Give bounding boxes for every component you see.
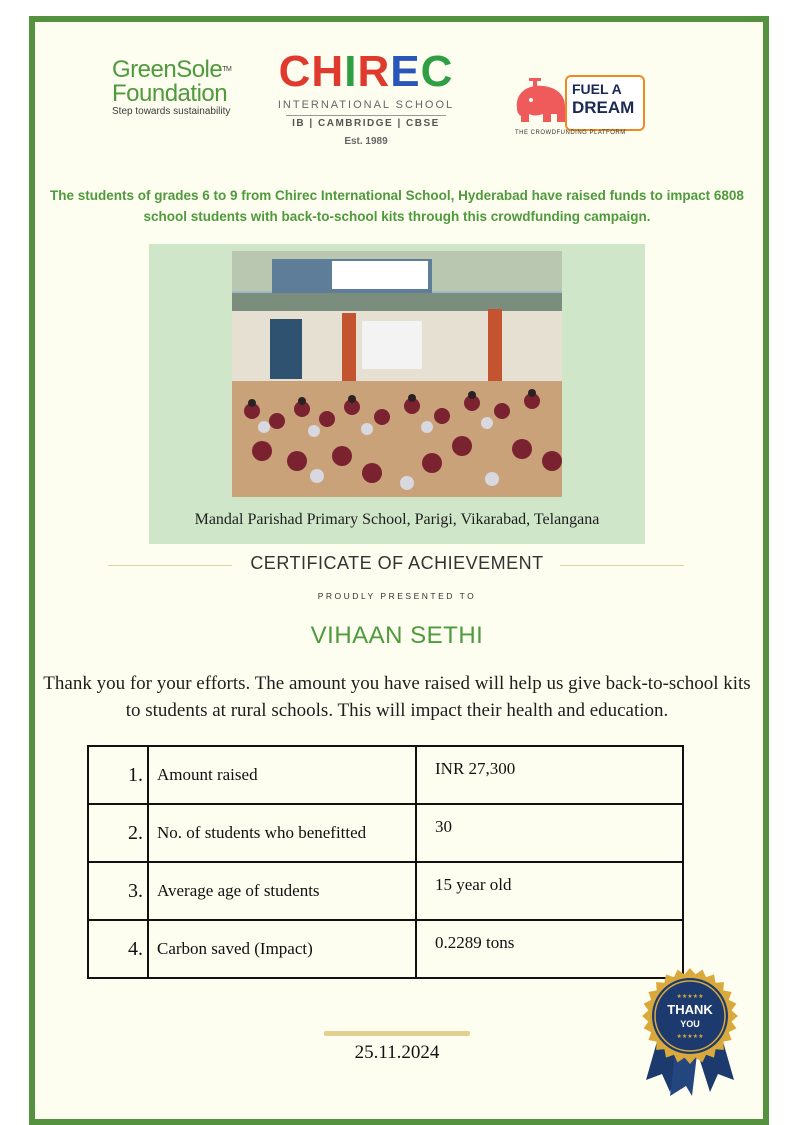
chirec-established: Est. 1989 [344,136,388,147]
badge-stars-bottom: ★★★★★ [676,1034,704,1040]
greensole-logo [112,58,231,106]
chirec-logo [271,48,461,96]
fad-line-2: DREAM [572,98,635,117]
fad-tagline: THE CROWDFUNDING PLATFORM [515,130,626,136]
row-label: Carbon saved (Impact) [148,920,416,978]
row-value: INR 27,300 [416,746,683,804]
thank-you-message: Thank you for your efforts. The amount you have raised will help us give back-to-school kits to students at rural schools. This will impact their health and education. [43,673,751,721]
badge-line-2: YOU [680,1019,700,1029]
table-row [88,746,683,804]
table-row [88,920,683,978]
certificate-title: CERTIFICATE OF ACHIEVEMENT [250,553,544,573]
fad-line-1: FUEL A [572,81,622,97]
intro-text: The students of grades 6 to 9 from Chirec International School, Hyderabad have raised funds to impact 6808 school students with back-to-school kits through this crowdfunding campaign. [50,188,744,224]
chirec-divider [286,115,446,116]
row-number: 3. [88,862,148,920]
chirec-letter: C [278,47,312,96]
chirec-letter: R [357,47,391,96]
chirec-boards: IB | CAMBRIDGE | CBSE [292,118,440,129]
greensole-tm: TM [222,66,232,73]
row-value: 15 year old [416,862,683,920]
row-value: 0.2289 tons [416,920,683,978]
chirec-letter: E [390,47,421,96]
row-label: Amount raised [148,746,416,804]
row-value: 30 [416,804,683,862]
presented-to: PROUDLY PRESENTED TO [317,591,477,601]
recipient-name: VIHAAN SETHI [310,622,484,649]
row-number: 2. [88,804,148,862]
school-photo [232,251,562,497]
certificate-date: 25.11.2024 [354,1042,440,1063]
title-rule-right [560,565,684,566]
row-number: 4. [88,920,148,978]
badge-line-1: THANK [667,1002,713,1017]
row-number: 1. [88,746,148,804]
row-label: Average age of students [148,862,416,920]
chirec-letter: I [344,47,358,96]
badge-stars-top: ★★★★★ [676,994,704,1000]
chirec-letter: C [420,47,454,96]
title-rule-left [108,565,232,566]
greensole-name-1: GreenSole [112,56,223,83]
elephant-icon [511,78,573,132]
table-row [88,804,683,862]
greensole-tagline: Step towards sustainability [112,106,231,117]
date-rule [324,1031,470,1036]
stats-table [87,745,684,979]
greensole-name-2: Foundation [112,80,228,107]
thank-you-badge [636,968,744,1098]
photo-caption: Mandal Parishad Primary School, Parigi, Vikarabad, Telangana [194,511,600,528]
table-row [88,862,683,920]
chirec-letter: H [311,47,345,96]
row-label: No. of students who benefitted [148,804,416,862]
chirec-subtitle: INTERNATIONAL SCHOOL [277,99,455,111]
